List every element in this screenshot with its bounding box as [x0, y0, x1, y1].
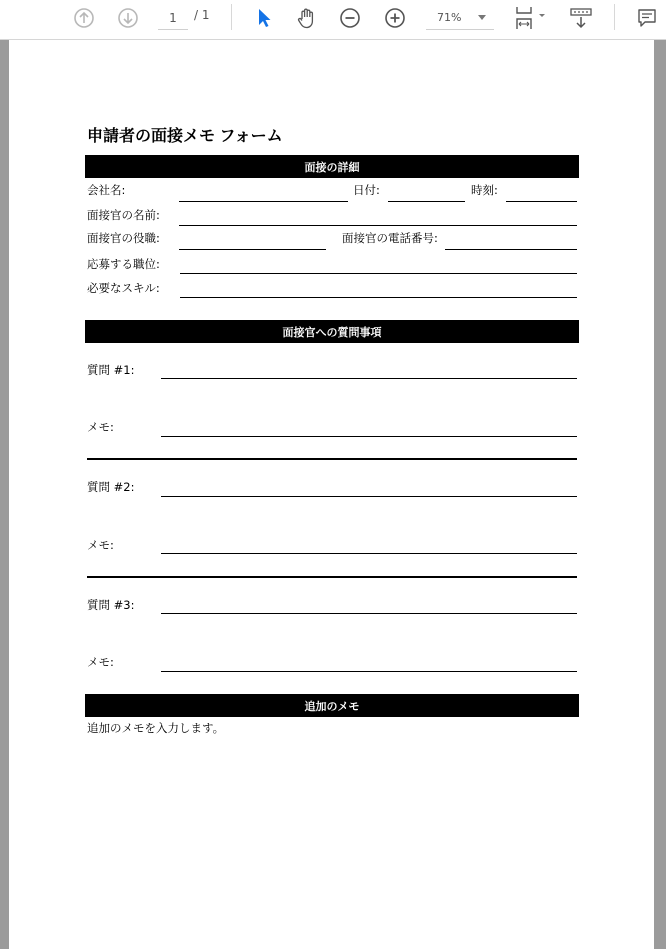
memo-1-field[interactable] — [161, 436, 577, 437]
interviewer-role-label: 面接官の役職: — [87, 231, 160, 245]
skills-field[interactable] — [180, 297, 577, 298]
interviewer-role-field[interactable] — [179, 249, 326, 250]
hand-icon — [295, 6, 319, 30]
zoom-level-value: 71% — [437, 11, 462, 24]
question-divider — [87, 576, 577, 578]
date-label: 日付: — [353, 183, 380, 197]
position-field[interactable] — [180, 273, 577, 274]
section-header-questions — [85, 320, 579, 343]
toolbar-divider — [614, 4, 615, 30]
time-field[interactable] — [506, 201, 577, 202]
interviewer-phone-label: 面接官の電話番号: — [342, 231, 438, 245]
question-2-label: 質問 #2: — [87, 480, 135, 494]
question-2-field[interactable] — [161, 496, 577, 497]
pdf-toolbar — [0, 0, 666, 40]
section-title: 面接官への質問事項 — [282, 325, 382, 339]
scroll-mode-icon — [568, 6, 594, 30]
fit-page-icon — [513, 5, 549, 31]
memo-2-label: メモ: — [87, 538, 114, 552]
question-1-label: 質問 #1: — [87, 363, 135, 377]
skills-label: 必要なスキル: — [87, 281, 160, 295]
arrow-down-circle-icon — [117, 7, 139, 29]
prev-page-button[interactable] — [72, 4, 96, 32]
zoom-out-button[interactable] — [338, 4, 362, 32]
cursor-arrow-icon — [256, 7, 272, 29]
zoom-level-select[interactable] — [426, 6, 494, 30]
section-header-details — [85, 155, 579, 178]
hand-tool-button[interactable] — [294, 4, 320, 32]
section-header-notes — [85, 694, 579, 717]
position-label: 応募する職位: — [87, 257, 160, 271]
section-title: 面接の詳細 — [304, 160, 360, 174]
section-title: 追加のメモ — [304, 699, 360, 713]
fit-page-button[interactable] — [512, 4, 550, 32]
date-field[interactable] — [388, 201, 465, 202]
plus-circle-icon — [384, 7, 406, 29]
interviewer-phone-field[interactable] — [445, 249, 577, 250]
next-page-button[interactable] — [116, 4, 140, 32]
comment-icon — [636, 7, 658, 29]
question-divider — [87, 458, 577, 460]
document-title: 申請者の面接メモ フォーム — [87, 128, 283, 145]
company-label: 会社名: — [87, 183, 126, 197]
select-tool-button[interactable] — [252, 4, 276, 32]
question-3-label: 質問 #3: — [87, 598, 135, 612]
page-number-input[interactable] — [158, 6, 188, 30]
minus-circle-icon — [339, 7, 361, 29]
page-total: / 1 — [194, 8, 210, 22]
chevron-down-icon — [478, 15, 486, 20]
additional-notes-text[interactable]: 追加のメモを入力します。 — [87, 721, 225, 735]
zoom-in-button[interactable] — [383, 4, 407, 32]
comment-button[interactable] — [634, 4, 660, 32]
arrow-up-circle-icon — [73, 7, 95, 29]
scroll-mode-button[interactable] — [566, 4, 596, 32]
memo-3-label: メモ: — [87, 655, 114, 669]
toolbar-divider — [231, 4, 232, 30]
page-current: 1 — [169, 10, 177, 25]
memo-3-field[interactable] — [161, 671, 577, 672]
memo-1-label: メモ: — [87, 420, 114, 434]
question-3-field[interactable] — [161, 613, 577, 614]
memo-2-field[interactable] — [161, 553, 577, 554]
interviewer-name-field[interactable] — [179, 225, 577, 226]
question-1-field[interactable] — [161, 378, 577, 379]
time-label: 時刻: — [471, 183, 498, 197]
company-field[interactable] — [179, 201, 348, 202]
interviewer-name-label: 面接官の名前: — [87, 208, 160, 222]
